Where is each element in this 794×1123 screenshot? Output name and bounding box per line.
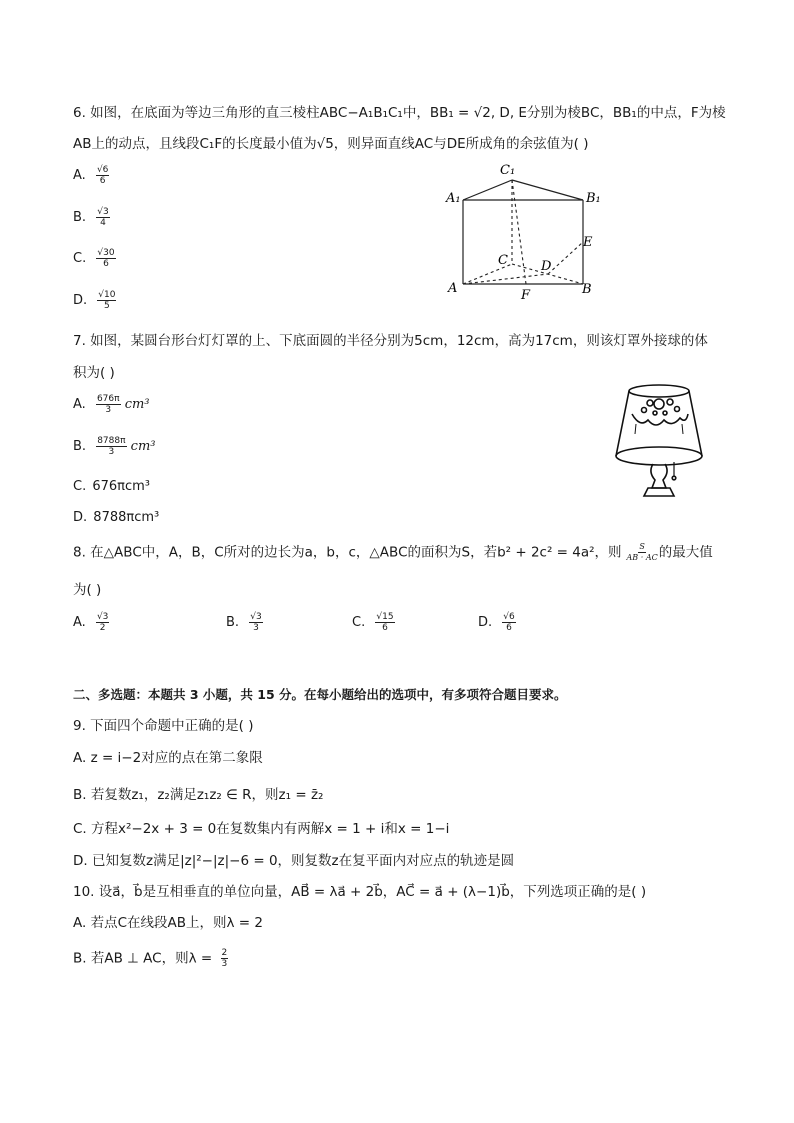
option-fraction: $\frac{2}{3}$: [221, 948, 228, 969]
option-label: C.: [352, 615, 366, 630]
option-unit: cm³: [124, 397, 150, 412]
q7-option-a[interactable]: [73, 394, 150, 415]
q8-line1: [73, 542, 713, 563]
option-unit: cm³: [130, 439, 156, 454]
q8-fraction: $\frac{S}{AB \cdot AC}$: [626, 542, 658, 562]
q9-option-b[interactable]: B. 若复数z₁，z₂满足z₁z₂ ∈ R，则z₁ = z̄₂: [73, 787, 324, 803]
option-fraction: $\frac{√3}{2}$: [96, 612, 109, 633]
option-fraction: $\frac{√6}{6}$: [503, 612, 515, 633]
label-a: A: [448, 281, 458, 296]
option-text: 676πcm³: [92, 479, 151, 494]
q9-option-c[interactable]: C. 方程x²−2x + 3 = 0在复数集内有两解x = 1 + i和x = 1−i: [73, 821, 450, 837]
label-b: B: [582, 282, 592, 297]
q6-option-a[interactable]: [73, 165, 109, 186]
q6-option-b[interactable]: [73, 207, 110, 228]
option-label: A.: [73, 168, 86, 183]
label-a1: A₁: [446, 191, 461, 206]
q10-stem: 10. 设a⃗，b⃗是互相垂直的单位向量，AB⃗ = λa⃗ + 2b⃗，AC⃗ = a⃗ + (λ−1)b⃗，下列选项正确的是( ): [73, 884, 647, 900]
label-f: F: [521, 288, 531, 303]
option-label: C.: [73, 479, 87, 494]
q7-line2: 积为( ): [73, 365, 115, 381]
option-label: D.: [73, 510, 88, 525]
option-label: C.: [73, 251, 87, 266]
q6-line2: AB上的动点，且线段C₁F的长度最小值为√5，则异面直线AC与DE所成角的余弦值为( ): [73, 136, 589, 152]
q8-stem: 8. 在△ABC中，A，B，C所对的边长为a，b，c，△ABC的面积为S，若b² + 2c² = 4a²，则: [73, 544, 622, 561]
q6-option-d[interactable]: [73, 290, 116, 311]
option-label: B.: [73, 439, 87, 454]
option-label: A.: [73, 615, 86, 630]
q8-option-a[interactable]: [73, 612, 109, 633]
q7-option-b[interactable]: [73, 436, 156, 457]
q8-line2: 为( ): [73, 582, 102, 598]
q9-option-a[interactable]: A. z = i−2对应的点在第二象限: [73, 750, 263, 766]
option-text: B. 若AB ⊥ AC，则λ =: [73, 950, 217, 967]
label-b1: B₁: [586, 191, 601, 206]
q9-option-d[interactable]: D. 已知复数z满足|z|²−|z|−6 = 0，则复数z在复平面内对应点的轨迹是圆: [73, 853, 515, 869]
q6-line1: 6. 如图，在底面为等边三角形的直三棱柱ABC−A₁B₁C₁中，BB₁ = √2, D, E分别为棱BC，BB₁的中点，F为棱: [73, 105, 726, 121]
q7-line1: 7. 如图，某圆台形台灯灯罩的上、下底面圆的半径分别为5cm，12cm，高为17cm，则该灯罩外接球的体: [73, 333, 708, 349]
option-fraction: $\frac{√10}{5}$: [98, 290, 116, 311]
option-label: D.: [478, 615, 493, 630]
q7-option-c[interactable]: [73, 479, 150, 495]
option-fraction: $\frac{√15}{6}$: [376, 612, 394, 633]
q8-option-b[interactable]: [226, 612, 263, 633]
option-text: 8788πcm³: [93, 510, 160, 525]
q8-option-d[interactable]: [478, 612, 516, 633]
label-e: E: [583, 235, 593, 250]
q8-option-c[interactable]: [352, 612, 395, 633]
option-fraction: $\frac{√30}{6}$: [97, 248, 115, 269]
q6-option-c[interactable]: [73, 248, 116, 269]
lamp-figure: [612, 380, 706, 506]
q10-option-b[interactable]: [73, 948, 228, 969]
q9-stem: 9. 下面四个命题中正确的是( ): [73, 718, 254, 734]
q7-option-d[interactable]: [73, 510, 159, 526]
q10-option-a[interactable]: A. 若点C在线段AB上，则λ = 2: [73, 915, 263, 931]
option-fraction: $\frac{√6}{6}$: [96, 165, 109, 186]
label-c1: C₁: [500, 163, 516, 178]
label-c: C: [498, 253, 508, 268]
label-d: D: [541, 259, 552, 274]
option-label: B.: [226, 615, 240, 630]
option-fraction: $\frac{676\pi}{3}$: [96, 394, 120, 415]
option-fraction: $\frac{√3}{4}$: [97, 207, 109, 228]
option-label: A.: [73, 397, 86, 412]
section-heading: 二、多选题：本题共 3 小题，共 15 分。在每小题给出的选项中，有多项符合题目要求。: [73, 687, 567, 702]
option-label: B.: [73, 210, 87, 225]
q8-stem-tail: 的最大值: [658, 544, 713, 561]
option-fraction: $\frac{√3}{3}$: [250, 612, 262, 633]
option-fraction: $\frac{8788\pi}{3}$: [97, 436, 126, 457]
option-label: D.: [73, 293, 88, 308]
prism-figure: [440, 158, 610, 303]
